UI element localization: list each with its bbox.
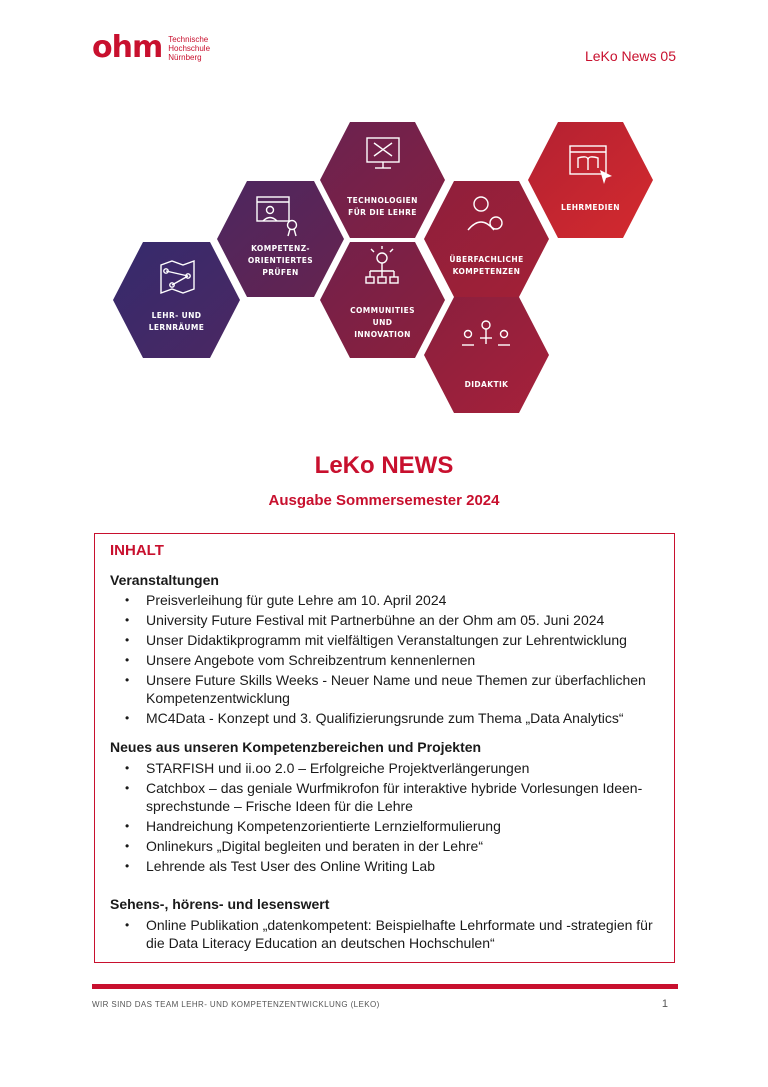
hex-label: PRÜFEN [262, 268, 299, 277]
issue-label: LeKo News 05 [584, 48, 676, 64]
toc-item: • Unsere Future Skills Weeks - Neuer Name und neue Themen zur überfachlichen Kompetenzentwicklung [110, 671, 670, 707]
footer-team-text: WIR SIND DAS TEAM LEHR- UND KOMPETENZENTWICKLUNG (LEKO) [92, 1000, 380, 1009]
toc-item: • MC4Data - Konzept und 3. Qualifizierungsrunde zum Thema „Data Analytics“ [110, 709, 670, 727]
hexagon-ueberfachliche-kompetenzen [424, 181, 549, 297]
hex-label: KOMPETENZ- [251, 244, 310, 253]
logo-line: Nürnberg [168, 52, 202, 62]
toc-item: • Catchbox – das geniale Wurfmikrofon für interaktive hybride Vorlesungen Ideen-sprechstunde – Frische Ideen für die Lehre [110, 779, 670, 815]
hex-label: LEHRMEDIEN [561, 203, 620, 212]
hexagon-didaktik [424, 297, 549, 413]
hex-label: LERNRÄUME [148, 323, 205, 332]
hex-label: DIDAKTIK [464, 380, 509, 389]
toc-section-list [110, 916, 670, 954]
hex-label: TECHNOLOGIEN [347, 196, 418, 205]
hex-label: ORIENTIERTES [247, 256, 314, 265]
hexagon-kompetenzorientiertes-pruefen [217, 181, 344, 297]
toc-section-title: Sehens-, hörens- und lesenswert [110, 896, 330, 912]
hex-label: UND [372, 318, 393, 327]
toc-item: • Unsere Angebote vom Schreibzentrum kennenlernen [110, 651, 670, 669]
hex-label: INNOVATION [354, 330, 411, 339]
hexagon-technologien-fuer-die-lehre [320, 122, 445, 238]
toc-item: • Preisverleihung für gute Lehre am 10. April 2024 [110, 591, 670, 609]
hexagon-lehrmedien [528, 122, 653, 238]
hex-label: ÜBERFACHLICHE [449, 255, 524, 264]
toc-item: • Lehrende als Test User des Online Writing Lab [110, 857, 670, 875]
hex-label: KOMPETENZEN [452, 267, 521, 276]
hex-label: LEHR- UND [151, 311, 202, 320]
logo-line: Technische [168, 34, 209, 44]
toc-heading: INHALT [110, 542, 164, 559]
footer-divider [92, 984, 678, 989]
logo-line: Hochschule [168, 43, 211, 53]
hexagon-lehr-und-lernraeume [113, 242, 240, 358]
toc-item: • Handreichung Kompetenzorientierte Lernzielformulierung [110, 817, 670, 835]
hexagon-communities-und-innovation [320, 242, 445, 358]
newsletter-title: LeKo NEWS [314, 452, 454, 479]
toc-section-list [110, 591, 670, 729]
toc-item: • University Future Festival mit Partnerbühne an der Ohm am 05. Juni 2024 [110, 611, 670, 629]
toc-item: • Onlinekurs „Digital begleiten und beraten in der Lehre“ [110, 837, 670, 855]
logo-word: ohm [92, 30, 163, 65]
toc-section-title: Veranstaltungen [110, 572, 219, 588]
newsletter-subtitle: Ausgabe Sommersemester 2024 [268, 492, 500, 509]
toc-item: • Online Publikation „datenkompetent: Beispielhafte Lehrformate und -strategien für die Data Literacy Education an deutschen Hochschulen“ [110, 916, 670, 952]
toc-section-list [110, 759, 670, 877]
hex-label: COMMUNITIES [350, 306, 415, 315]
toc-item: • STARFISH und ii.oo 2.0 – Erfolgreiche Projektverlängerungen [110, 759, 670, 777]
hex-label: FÜR DIE LEHRE [348, 208, 417, 217]
competence-hexagon-graphic [0, 0, 768, 440]
toc-section-title: Neues aus unseren Kompetenzbereichen und Projekten [110, 739, 482, 755]
page-number: 1 [661, 998, 668, 1010]
toc-item: • Unser Didaktikprogramm mit vielfältigen Veranstaltungen zur Lehrentwicklung [110, 631, 670, 649]
